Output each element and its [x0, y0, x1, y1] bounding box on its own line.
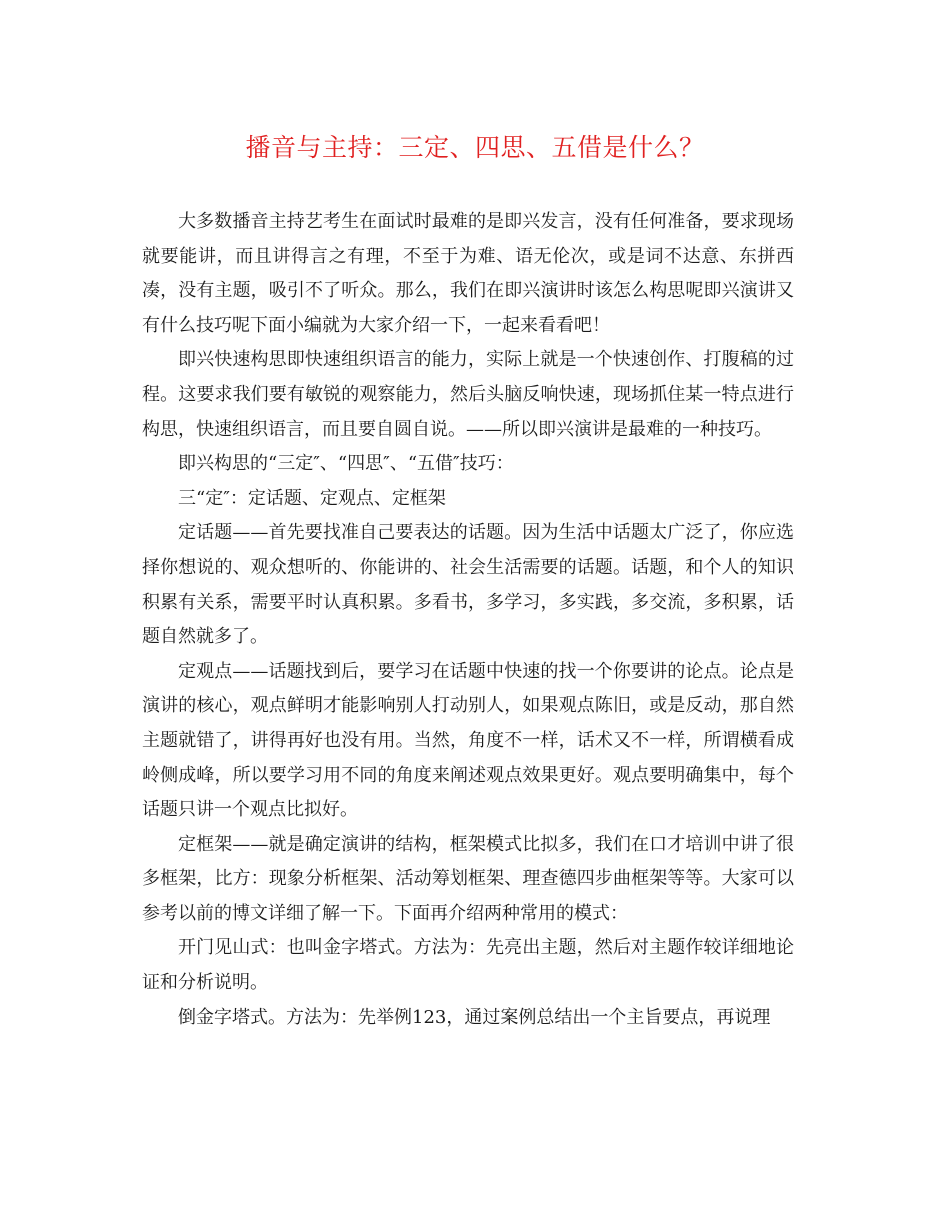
paragraph-inverted-pyramid-mode: 倒金字塔式。方法为：先举例123，通过案例总结出一个主旨要点，再说理 [178, 1006, 771, 1028]
document-body [142, 205, 794, 1035]
paragraph-define-viewpoint: 定观点——话题找到后，要学习在话题中快速的找一个你要讲的论点。论点是演讲的核心，观点鲜明才能影响别人打动别人，如果观点陈旧，或是反动，那自然主题就错了，讲得再好也没有用。当然，角度不一样，话术又不一样，所谓横看成岭侧成峰，所以要学习用不同的角度来阐述观点效果更好。观点要明确集中，每个话题只讲一个观点比拟好。 [142, 660, 794, 821]
paragraph-pyramid-mode: 开门见山式：也叫金字塔式。方法为：先亮出主题，然后对主题作较详细地论证和分析说明。 [142, 937, 794, 994]
paragraph-define-framework: 定框架——就是确定演讲的结构，框架模式比拟多，我们在口才培训中讲了很多框架，比方：现象分析框架、活动筹划框架、理查德四步曲框架等等。大家可以参考以前的博文详细了解一下。下面再介绍两种常用的模式： [142, 833, 794, 924]
document-title: 播音与主持：三定、四思、五借是什么？ [245, 133, 705, 162]
paragraph-techniques-heading: 即兴构思的“三定″、“四思″、“五借″技巧： [178, 453, 514, 475]
paragraph-define-topic: 定话题——首先要找准自己要表达的话题。因为生活中话题太广泛了，你应选择你想说的、观众想听的、你能讲的、社会生活需要的话题。话题，和个人的知识积累有关系，需要平时认真积累。多看书，多学习，多实践，多交流，多积累，话题自然就多了。 [142, 522, 794, 648]
paragraph-quick-thinking: 即兴快速构思即快速组织语言的能力，实际上就是一个快速创作、打腹稿的过程。这要求我们要有敏锐的观察能力，然后头脑反响快速，现场抓住某一特点进行构思，快速组织语言，而且要自圆自说。——所以即兴演讲是最难的一种技巧。 [142, 349, 794, 440]
paragraph-three-ding-heading: 三“定″：定话题、定观点、定框架 [178, 487, 446, 509]
paragraph-intro: 大多数播音主持艺考生在面试时最难的是即兴发言，没有任何准备，要求现场就要能讲，而且讲得言之有理，不至于为难、语无伦次，或是词不达意、东拼西凑，没有主题，吸引不了听众。那么，我们在即兴演讲时该怎么构思呢即兴演讲又有什么技巧呢下面小编就为大家介绍一下，一起来看看吧！ [142, 211, 794, 336]
